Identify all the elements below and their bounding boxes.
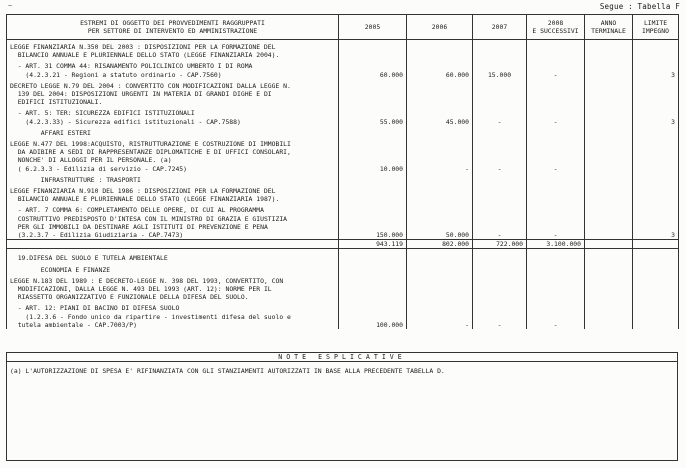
value-anno-terminale — [585, 106, 633, 125]
row-description: - ART. 7 COMMA 6: COMPLETAMENTO DELLE OPERE, DI CUI AL PROGRAMMA COSTRUTTIVO PREDISPOSTO D'INTESA CON IL MINISTRO DI GRAZIA E GIUSTIZIA PER GLI IMMOBILI DA DESTINARE AGLI ISTITUTI DI PREVENZIONE E PENA (3.2.3.7 - Edilizia Giudiziaria - CAP.7473) — [7, 203, 339, 239]
value-2006 — [407, 184, 473, 203]
value-2005: 60.000 — [339, 59, 407, 78]
value-2005: 10.000 — [339, 137, 407, 173]
table-row — [7, 263, 679, 274]
table-row — [7, 249, 679, 263]
value-2007 — [473, 126, 527, 137]
table-row — [7, 173, 679, 184]
row-description: - ART. 5: TER: SICUREZZA EDIFICI ISTITUZIONALI (4.2.3.33) - Sicurezza edifici istituzionali - CAP.7588) — [7, 106, 339, 125]
row-description: - ART. 31 COMMA 44: RISANAMENTO POLICLINICO UMBERTO I DI ROMA (4.2.3.21 - Regioni a statuto ordinario - CAP.7560) — [7, 59, 339, 78]
table-row — [7, 184, 679, 203]
value-2005 — [339, 263, 407, 274]
value-2007: - — [473, 301, 527, 329]
row-description: - ART. 12: PIANI DI BACINO DI DIFESA SUOLO (1.2.3.6 - Fondo unico da ripartire - investimenti difesa del suolo e tutela ambientale - CAP.7003/P) — [7, 301, 339, 329]
total-2006: 802.000 — [407, 240, 473, 249]
value-anno-terminale — [585, 203, 633, 239]
value-anno-terminale — [585, 173, 633, 184]
header-2008: 2008 E SUCCESSIVI — [527, 15, 585, 40]
value-anno-terminale — [585, 126, 633, 137]
notes-body — [6, 361, 678, 461]
value-limite-impegno — [633, 301, 679, 329]
continuation-label: Segue : Tabella F — [599, 2, 680, 11]
row-description: LEGGE N.183 DEL 1989 : E DECRETO-LEGGE N. 398 DEL 1993, CONVERTITO, CON MODIFICAZIONI, DALLA LEGGE N. 493 DEL 1993 (ART. 12): NORME PER IL RIASSETTO ORGANIZZATIVO E FUNZIONALE DELLA DIFESA DEL SUOLO. — [7, 274, 339, 302]
value-anno-terminale — [585, 40, 633, 60]
table-row — [7, 59, 679, 78]
value-2007 — [473, 173, 527, 184]
value-2008 — [527, 274, 585, 302]
value-anno-terminale — [585, 301, 633, 329]
total-2007: 722.000 — [473, 240, 527, 249]
value-anno-terminale — [585, 249, 633, 263]
header-2007: 2007 — [473, 15, 527, 40]
value-2008 — [527, 173, 585, 184]
note-a: (a) L'AUTORIZZAZIONE DI SPESA E' RIFINANZIATA CON GLI STANZIAMENTI AUTORIZZATI IN BASE ALLA PRECEDENTE TABELLA D. — [10, 367, 445, 375]
value-2008: - — [527, 106, 585, 125]
row-description: LEGGE FINANZIARIA N.350 DEL 2003 : DISPOSIZIONI PER LA FORMAZIONE DEL BILANCIO ANNUALE E PLURIENNALE DELLO STATO (LEGGE FINANZIARIA 2004). — [7, 40, 339, 60]
value-2007 — [473, 274, 527, 302]
table-row — [7, 203, 679, 239]
value-2006 — [407, 249, 473, 263]
value-2006: 45.000 — [407, 106, 473, 125]
table-row — [7, 274, 679, 302]
row-description: ECONOMIA E FINANZE — [7, 263, 339, 274]
value-limite-impegno: 3 — [633, 203, 679, 239]
value-anno-terminale — [585, 137, 633, 173]
value-2006: - — [407, 301, 473, 329]
value-2005 — [339, 184, 407, 203]
value-anno-terminale — [585, 59, 633, 78]
value-limite-impegno — [633, 173, 679, 184]
value-2005: 55.000 — [339, 106, 407, 125]
table-row — [7, 301, 679, 329]
value-2008 — [527, 184, 585, 203]
value-2005 — [339, 274, 407, 302]
value-2007: 15.000 — [473, 59, 527, 78]
value-2007 — [473, 79, 527, 107]
value-2006 — [407, 173, 473, 184]
value-2006 — [407, 79, 473, 107]
value-2008: - — [527, 301, 585, 329]
header-2005: 2005 — [339, 15, 407, 40]
table-row — [7, 40, 679, 60]
value-2008: - — [527, 59, 585, 78]
value-2007: - — [473, 203, 527, 239]
value-2007 — [473, 249, 527, 263]
table-row — [7, 79, 679, 107]
value-2008 — [527, 263, 585, 274]
value-2007: - — [473, 106, 527, 125]
notes-title: NOTE ESPLICATIVE — [6, 352, 678, 362]
row-description: LEGGE N.477 DEL 1998:ACQUISTO, RISTRUTTURAZIONE E COSTRUZIONE DI IMMOBILI DA ADIBIRE A SEDI DI RAPPRESENTANZE DIPLOMATICHE E DI UFFICI CONSOLARI, NONCHE' DI ALLOGGI PER IL PERSONALE. (a) ( 6.2.3.3 - Edilizia di servizio - CAP.7245) — [7, 137, 339, 173]
value-limite-impegno — [633, 126, 679, 137]
value-2005 — [339, 249, 407, 263]
value-anno-terminale — [585, 184, 633, 203]
row-description: AFFARI ESTERI — [7, 126, 339, 137]
value-limite-impegno — [633, 40, 679, 60]
value-2008: - — [527, 203, 585, 239]
value-2005 — [339, 126, 407, 137]
value-2005: 100.000 — [339, 301, 407, 329]
value-2008 — [527, 40, 585, 60]
row-description: 19.DIFESA DEL SUOLO E TUTELA AMBIENTALE — [7, 249, 339, 263]
value-2007 — [473, 40, 527, 60]
row-description: LEGGE FINANZIARIA N.910 DEL 1986 : DISPOSIZIONI PER LA FORMAZIONE DEL BILANCIO ANNUALE E PLURIENNALE DELLO STATO (LEGGE FINANZIARIA 1987). — [7, 184, 339, 203]
row-description: INFRASTRUTTURE : TRASPORTI — [7, 173, 339, 184]
value-2006 — [407, 274, 473, 302]
value-2005 — [339, 40, 407, 60]
scan-mark: ~ — [8, 2, 13, 10]
total-row — [7, 240, 679, 249]
value-2007 — [473, 263, 527, 274]
value-2006: - — [407, 137, 473, 173]
value-limite-impegno: 3 — [633, 106, 679, 125]
table-row — [7, 106, 679, 125]
total-2008: 3.100.000 — [527, 240, 585, 249]
value-2006 — [407, 126, 473, 137]
table-row — [7, 137, 679, 173]
value-2006 — [407, 263, 473, 274]
table-row — [7, 126, 679, 137]
value-limite-impegno — [633, 137, 679, 173]
value-limite-impegno: 3 — [633, 59, 679, 78]
value-anno-terminale — [585, 79, 633, 107]
header-row — [7, 15, 679, 40]
value-2008 — [527, 249, 585, 263]
appropriations-table — [6, 14, 679, 329]
value-limite-impegno — [633, 184, 679, 203]
value-2006 — [407, 40, 473, 60]
value-anno-terminale — [585, 263, 633, 274]
value-2005: 150.000 — [339, 203, 407, 239]
value-limite-impegno — [633, 263, 679, 274]
row-description: DECRETO LEGGE N.79 DEL 2004 : CONVERTITO CON MODIFICAZIONI DALLA LEGGE N. 139 DEL 2004: DISPOSIZIONI URGENTI IN MATERIA DI GRANDI DIGHE E DI EDIFICI ISTITUZIONALI. — [7, 79, 339, 107]
value-2006: 60.000 — [407, 59, 473, 78]
value-2006: 50.000 — [407, 203, 473, 239]
value-2008: - — [527, 137, 585, 173]
value-anno-terminale — [585, 274, 633, 302]
value-2008 — [527, 79, 585, 107]
header-estremi: ESTREMI DI OGGETTO DEI PROVVEDIMENTI RAGGRUPPATI PER SETTORE DI INTERVENTO ED AMMINISTRAZIONE — [7, 15, 339, 40]
value-limite-impegno — [633, 274, 679, 302]
header-limite-impegno: LIMITE IMPEGNO — [633, 15, 679, 40]
value-limite-impegno — [633, 249, 679, 263]
header-anno-terminale: ANNO TERMINALE — [585, 15, 633, 40]
value-2008 — [527, 126, 585, 137]
value-2007 — [473, 184, 527, 203]
total-2005: 943.119 — [339, 240, 407, 249]
header-2006: 2006 — [407, 15, 473, 40]
value-limite-impegno — [633, 79, 679, 107]
value-2007: - — [473, 137, 527, 173]
value-2005 — [339, 173, 407, 184]
value-2005 — [339, 79, 407, 107]
